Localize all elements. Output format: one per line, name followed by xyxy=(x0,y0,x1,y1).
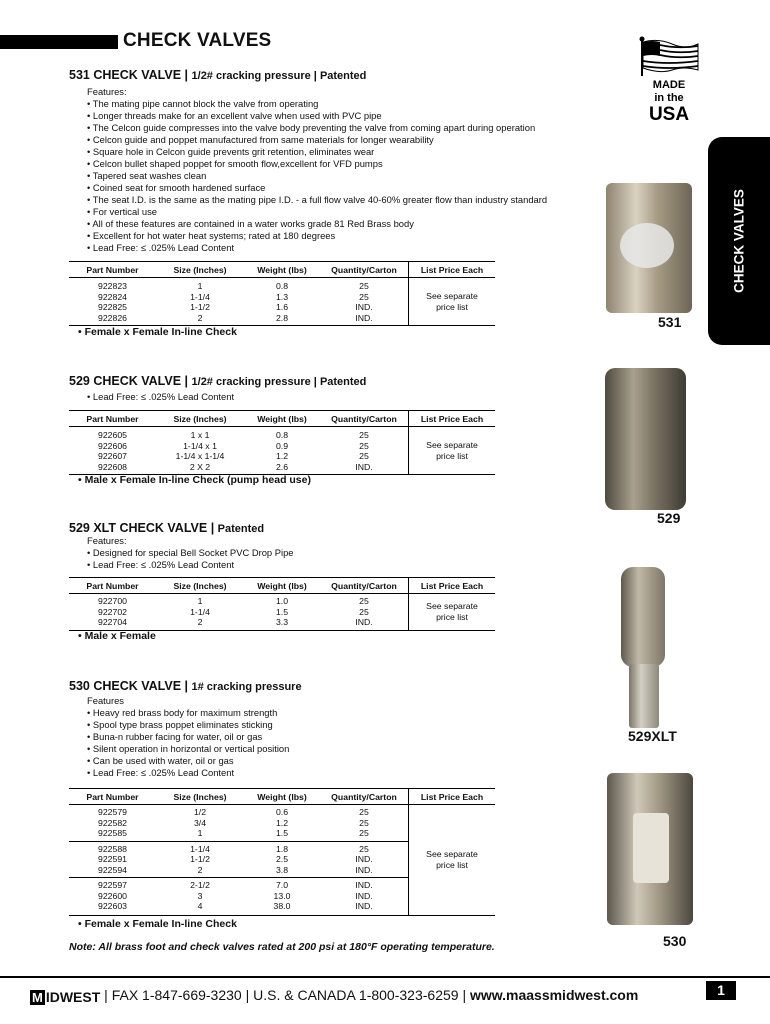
qty-value: 25 xyxy=(359,606,369,617)
part-number: 922594 xyxy=(98,864,127,875)
maass-midwest-logo xyxy=(30,989,100,1005)
size-value: 1-1/4 xyxy=(190,843,210,854)
weight-value: 0.6 xyxy=(275,807,289,817)
feature-item: • Spool type brass poppet eliminates sticking xyxy=(87,719,273,730)
col-list-price: List Price Each xyxy=(409,411,496,427)
feature-item: • Lead Free: ≤ .025% Lead Content xyxy=(87,767,235,778)
col-weight: Weight (lbs) xyxy=(244,411,320,427)
qty-value: 25 xyxy=(359,440,369,451)
spool-cutaway-shape xyxy=(633,813,669,883)
part-number: 922582 xyxy=(98,817,127,828)
size-value: 1-1/2 xyxy=(190,854,210,864)
col-quantity: Quantity/Carton xyxy=(320,411,409,427)
part-number: 922600 xyxy=(98,890,127,901)
feature-item: • The Celcon guide compresses into the valve body preventing the valve from coming apart during operation xyxy=(87,122,536,133)
size-value: 1 x 1 xyxy=(190,430,210,440)
title-530: 530 CHECK VALVE | xyxy=(69,679,192,693)
made-in-usa-badge xyxy=(638,36,700,126)
features-531 xyxy=(87,86,547,254)
qty-value: IND. xyxy=(355,901,373,911)
cell-weight xyxy=(244,878,320,916)
col-list-price: List Price Each xyxy=(409,262,496,278)
cell-size xyxy=(156,805,244,842)
price-note: See separate xyxy=(426,849,478,860)
cell-weight xyxy=(244,427,320,475)
website-link[interactable]: www.maassmidwest.com xyxy=(469,987,639,1003)
cell-size xyxy=(156,841,244,878)
price-note: See separate xyxy=(426,440,478,450)
photo-label-529xlt: 529XLT xyxy=(628,728,677,744)
title-531: 531 CHECK VALVE | xyxy=(69,68,192,82)
cell-size xyxy=(156,427,244,475)
feature-item: • Designed for special Bell Socket PVC Drop Pipe xyxy=(87,547,294,558)
part-number: 922585 xyxy=(98,828,127,838)
feature-item: • Celcon guide and poppet manufactured from same materials for longer wearability xyxy=(87,134,434,145)
qty-value: 25 xyxy=(359,828,369,838)
cell-part xyxy=(69,841,156,878)
section-title-529 xyxy=(69,374,366,388)
features-530 xyxy=(87,695,289,779)
size-value: 2 xyxy=(197,617,203,627)
subtitle-529: 1/2# cracking pressure | Patented xyxy=(191,376,367,388)
weight-value: 1.5 xyxy=(275,606,289,617)
qty-value: 25 xyxy=(359,596,369,606)
cell-part xyxy=(69,278,156,326)
valve-530-image xyxy=(607,773,693,925)
subtitle-530: 1# cracking pressure xyxy=(191,681,302,693)
col-quantity: Quantity/Carton xyxy=(320,789,409,805)
size-value: 2-1/2 xyxy=(190,880,210,890)
logo-mark: M xyxy=(32,990,43,1005)
col-list-price: List Price Each xyxy=(409,789,496,805)
qty-value: 25 xyxy=(359,281,369,291)
col-size: Size (Inches) xyxy=(156,262,244,278)
size-value: 4 xyxy=(197,901,203,911)
spec-table-529xlt xyxy=(69,577,495,631)
qty-value: IND. xyxy=(355,890,373,901)
feature-item: • For vertical use xyxy=(87,206,157,217)
col-part-number: Part Number xyxy=(69,262,156,278)
cell-part xyxy=(69,594,156,631)
cell-qty xyxy=(320,878,409,916)
part-number: 922605 xyxy=(98,430,127,440)
weight-value: 7.0 xyxy=(275,880,289,890)
qty-value: 25 xyxy=(359,843,369,854)
weight-value: 3.3 xyxy=(275,617,289,627)
poppet-cutaway-shape xyxy=(620,223,674,268)
feature-item: Features xyxy=(87,695,124,706)
col-list-price: List Price Each xyxy=(409,578,496,594)
feature-item: Features: xyxy=(87,86,127,97)
col-part-number: Part Number xyxy=(69,789,156,805)
cell-size xyxy=(156,878,244,916)
part-number: 922823 xyxy=(98,281,127,291)
spec-table-530 xyxy=(69,788,495,916)
feature-item: • Coined seat for smooth hardened surface xyxy=(87,182,266,193)
section-title-529xlt xyxy=(69,521,264,535)
col-weight: Weight (lbs) xyxy=(244,578,320,594)
page-number: 1 xyxy=(706,981,736,1000)
subtitle-529xlt: Patented xyxy=(217,523,265,535)
part-number: 922702 xyxy=(98,606,127,617)
price-note: price list xyxy=(436,301,468,312)
title-529: 529 CHECK VALVE | xyxy=(69,374,192,388)
feature-item: • Lead Free: ≤ .025% Lead Content xyxy=(87,559,235,570)
size-value: 1 xyxy=(197,596,203,606)
size-value: 1 xyxy=(197,828,203,838)
price-note: price list xyxy=(436,859,468,870)
cell-part xyxy=(69,878,156,916)
cell-price xyxy=(409,427,496,475)
price-note: price list xyxy=(436,450,468,461)
feature-item: • Excellent for hot water heat systems; rated at 180 degrees xyxy=(87,230,336,241)
cell-weight xyxy=(244,841,320,878)
side-tab-label: CHECK VALVES xyxy=(731,189,747,293)
cell-qty xyxy=(320,427,409,475)
table-row xyxy=(69,427,495,475)
part-number: 922700 xyxy=(98,596,127,606)
footer-divider xyxy=(0,976,770,978)
footer-fax-phone: | FAX 1-847-669-3230 | U.S. & CANADA 1-800-323-6259 | xyxy=(100,987,470,1003)
feature-item: • Can be used with water, oil or gas xyxy=(87,755,234,766)
feature-item: • Lead Free: ≤ .025% Lead Content xyxy=(87,391,235,402)
table-row xyxy=(69,278,495,326)
part-number: 922607 xyxy=(98,451,127,461)
usa-flag-icon xyxy=(638,36,700,126)
col-quantity: Quantity/Carton xyxy=(320,578,409,594)
price-note: price list xyxy=(436,611,468,622)
section-title-530 xyxy=(69,679,302,693)
size-value: 1-1/4 xyxy=(190,606,210,617)
col-weight: Weight (lbs) xyxy=(244,262,320,278)
weight-value: 1.5 xyxy=(275,828,289,838)
subtitle-531: 1/2# cracking pressure | Patented xyxy=(191,70,367,82)
section-side-tab xyxy=(708,137,770,345)
table-header-row xyxy=(69,578,495,594)
table-header-row xyxy=(69,262,495,278)
price-note: See separate xyxy=(426,601,478,612)
cell-weight xyxy=(244,278,320,326)
qty-value: IND. xyxy=(355,880,373,890)
qty-value: 25 xyxy=(359,817,369,828)
weight-value: 3.8 xyxy=(275,864,289,875)
col-size: Size (Inches) xyxy=(156,789,244,805)
size-value: 1/2 xyxy=(193,807,207,817)
part-number: 922588 xyxy=(98,843,127,854)
badge-usa: USA xyxy=(648,104,690,125)
feature-item: • Buna-n rubber facing for water, oil or gas xyxy=(87,731,263,742)
badge-made: MADE xyxy=(652,79,686,91)
connection-note-531: • Female x Female In-line Check xyxy=(78,326,237,338)
qty-value: IND. xyxy=(355,302,373,312)
part-number: 922824 xyxy=(98,291,127,302)
qty-value: IND. xyxy=(355,864,373,875)
spec-table-531 xyxy=(69,261,495,326)
part-number: 922603 xyxy=(98,901,127,911)
photo-label-531: 531 xyxy=(658,314,682,330)
feature-item: • Celcon bullet shaped poppet for smooth flow,excellent for VFD pumps xyxy=(87,158,383,169)
qty-value: IND. xyxy=(355,854,373,864)
cell-size xyxy=(156,278,244,326)
size-value: 1 xyxy=(197,281,203,291)
weight-value: 1.6 xyxy=(275,302,289,312)
part-number: 922579 xyxy=(98,807,127,817)
cell-part xyxy=(69,805,156,842)
feature-item: • Heavy red brass body for maximum strength xyxy=(87,707,278,718)
feature-item: • Silent operation in horizontal or vertical position xyxy=(87,743,290,754)
size-value: 3 xyxy=(197,890,203,901)
feature-item: • Lead Free: ≤ .025% Lead Content xyxy=(87,242,235,253)
features-529xlt xyxy=(87,535,294,571)
feature-item: • All of these features are contained in a water works grade 81 Red Brass body xyxy=(87,218,414,229)
weight-value: 13.0 xyxy=(273,890,291,901)
photo-label-529: 529 xyxy=(657,510,681,526)
weight-value: 2.5 xyxy=(275,854,289,864)
weight-value: 2.8 xyxy=(275,312,289,323)
weight-value: 38.0 xyxy=(273,901,291,911)
feature-item: Features: xyxy=(87,535,127,546)
rating-footnote: Note: All brass foot and check valves rated at 200 psi at 180°F operating temperature. xyxy=(69,941,495,953)
qty-value: 25 xyxy=(359,291,369,302)
size-value: 2 xyxy=(197,312,203,323)
table-header-row xyxy=(69,411,495,427)
size-value: 1-1/4 x 1 xyxy=(183,440,217,451)
header-bar xyxy=(0,35,118,49)
cell-part xyxy=(69,427,156,475)
table-header-row xyxy=(69,789,495,805)
cell-price xyxy=(409,805,496,916)
weight-value: 1.2 xyxy=(275,817,289,828)
cell-weight xyxy=(244,594,320,631)
qty-value: 25 xyxy=(359,430,369,440)
part-number: 922608 xyxy=(98,461,127,472)
part-number: 922826 xyxy=(98,312,127,323)
cell-qty xyxy=(320,278,409,326)
weight-value: 2.6 xyxy=(275,461,289,472)
cell-price xyxy=(409,278,496,326)
cell-qty xyxy=(320,841,409,878)
part-number: 922606 xyxy=(98,440,127,451)
col-weight: Weight (lbs) xyxy=(244,789,320,805)
connection-note-529xlt: • Male x Female xyxy=(78,630,156,642)
size-value: 1-1/4 xyxy=(190,291,210,302)
features-529 xyxy=(87,391,234,403)
feature-item: • Tapered seat washes clean xyxy=(87,170,207,181)
badge-in-the: in the xyxy=(654,92,684,104)
col-size: Size (Inches) xyxy=(156,578,244,594)
size-value: 2 xyxy=(197,864,203,875)
weight-value: 1.8 xyxy=(275,843,289,854)
table-row xyxy=(69,594,495,631)
table-row xyxy=(69,805,495,842)
valve-529-image xyxy=(605,368,686,510)
size-value: 3/4 xyxy=(193,817,207,828)
valve-529xlt-stem-image xyxy=(629,664,659,728)
weight-value: 1.2 xyxy=(275,451,289,461)
qty-value: IND. xyxy=(355,617,373,627)
col-part-number: Part Number xyxy=(69,578,156,594)
part-number: 922704 xyxy=(98,617,127,627)
qty-value: 25 xyxy=(359,807,369,817)
feature-item: • Longer threads make for an excellent valve when used with PVC pipe xyxy=(87,110,382,121)
part-number: 922597 xyxy=(98,880,127,890)
feature-item: • The seat I.D. is the same as the mating pipe I.D. - a full flow valve 40-60% greater flow than industry standard xyxy=(87,194,548,205)
title-529xlt: 529 XLT CHECK VALVE | xyxy=(69,521,218,535)
col-quantity: Quantity/Carton xyxy=(320,262,409,278)
size-value: 1-1/4 x 1-1/4 xyxy=(175,451,225,461)
spec-table-529 xyxy=(69,410,495,475)
connection-note-529: • Male x Female In-line Check (pump head use) xyxy=(78,474,311,486)
footer-contact xyxy=(30,987,638,1005)
valve-531-image xyxy=(606,183,692,313)
cell-weight xyxy=(244,805,320,842)
connection-note-530: • Female x Female In-line Check xyxy=(78,918,237,930)
weight-value: 0.8 xyxy=(275,430,289,440)
size-value: 2 X 2 xyxy=(189,461,211,472)
cell-qty xyxy=(320,594,409,631)
qty-value: IND. xyxy=(355,461,373,472)
logo-text: IDWEST xyxy=(45,989,101,1005)
cell-price xyxy=(409,594,496,631)
feature-item: • Square hole in Celcon guide prevents grit retention, eliminates wear xyxy=(87,146,375,157)
valve-529xlt-image xyxy=(621,567,665,667)
weight-value: 1.0 xyxy=(275,596,289,606)
col-part-number: Part Number xyxy=(69,411,156,427)
price-note: See separate xyxy=(426,291,478,301)
weight-value: 0.8 xyxy=(275,281,289,291)
size-value: 1-1/2 xyxy=(190,302,210,312)
qty-value: 25 xyxy=(359,451,369,461)
weight-value: 0.9 xyxy=(275,440,289,451)
col-size: Size (Inches) xyxy=(156,411,244,427)
part-number: 922591 xyxy=(98,854,127,864)
part-number: 922825 xyxy=(98,302,127,312)
cell-qty xyxy=(320,805,409,842)
photo-label-530: 530 xyxy=(663,933,687,949)
weight-value: 1.3 xyxy=(275,291,289,302)
cell-size xyxy=(156,594,244,631)
feature-item: • The mating pipe cannot block the valve from operating xyxy=(87,98,319,109)
section-title-531 xyxy=(69,68,366,82)
qty-value: IND. xyxy=(355,312,373,323)
page-title: CHECK VALVES xyxy=(123,30,272,51)
